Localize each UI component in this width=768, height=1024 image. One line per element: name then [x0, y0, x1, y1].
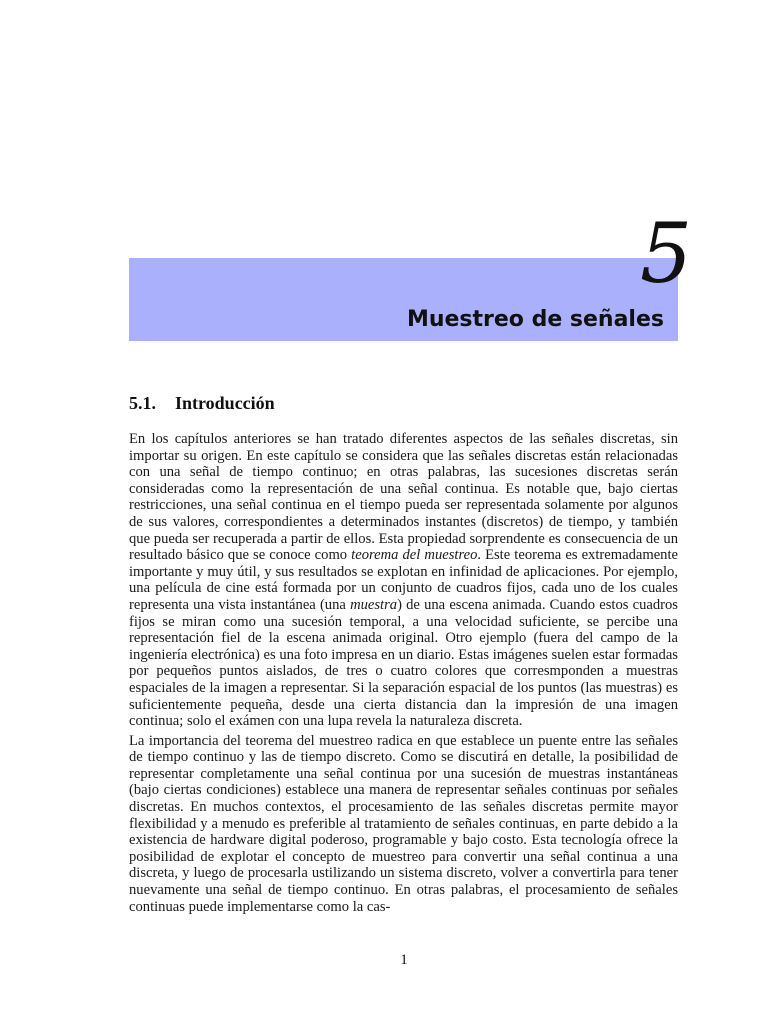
- paragraph-1-text-a: En los capítulos anteriores se han tratado diferentes aspectos de las señales discretas, sin importar su origen. En este capítulo se considera que las señales discretas están relacionadas con una señal de tiempo continuo; en otras palabras, las sucesiones discretas serán consideradas como la representación de una señal continua. Es notable que, bajo ciertas restricciones, una señal continua en el tiempo pueda ser representada solamente por algunos de sus valores, correspondientes a determinados instantes (discretos) de tiempo, y también que pueda ser recuperada a partir de ellos. Esta propiedad sorprendente es consecuencia de un resultado básico que se conoce como: [129, 431, 678, 564]
- body-text: [129, 431, 678, 915]
- page-number: 1: [400, 952, 408, 968]
- paragraph-1-text-b: . Este teorema es extremadamente importante y muy útil, y sus resultados se explotan en infinidad de aplicaciones. Por ejemplo, una película de cine está formada por un conjunto de cuadros fijos, cada uno de los cuales representa una vista instantánea (una: [129, 547, 678, 613]
- paragraph-1-text-c: ) de una escena animada. Cuando estos cuadros fijos se miran como una sucesión temporal, a una velocidad suficiente, se percibe una representación fiel de la escena animada original. Otro ejemplo (fuera del campo de la ingeniería electrónica) es una foto impresa en un diario. Estas imágenes suelen estar formadas por pequeños puntos aislados, de tres o cuatro colores que corresmponden a muestras espaciales de la imagen a representar. Si la separación espacial de los puntos (las muestras) es suficientemente pequeña, desde una cierta distancia dan la impresión de una imagen continua; solo el exámen con una lupa revela la naturaleza discreta.: [129, 596, 678, 730]
- paragraph-1: [129, 431, 678, 730]
- section-heading: [129, 391, 275, 415]
- section-title: Introducción: [175, 393, 275, 413]
- term-muestra: muestra: [350, 596, 398, 613]
- paragraph-2: La importancia del teorema del muestreo radica en que establece un puente entre las señales de tiempo continuo y las de tiempo discreto. Como se discutirá en detalle, la posibilidad de representar completamente una señal continua por una sucesión de muestras instantáneas (bajo ciertas condiciones) establece una manera de representar señales continuas por señales discretas. En muchos contextos, el procesamiento de las señales discretas permite mayor flexibilidad y a menudo es preferible al tratamiento de señales continuas, en parte debido a la existencia de hardware digital poderoso, programable y bajo costo. Esta tecnología ofrece la posibilidad de explotar el concepto de muestreo para convertir una señal continua a una discreta, y luego de procesarla ustilizando un sistema discreto, volver a convertirla para tener nuevamente una señal de tiempo continuo. En otras palabras, el procesamiento de señales continuas puede implementarse como la cas-: [129, 732, 678, 915]
- term-teorema-del-muestreo: teorema del muestreo: [351, 547, 478, 564]
- section-number: 5.1.: [129, 393, 156, 413]
- chapter-number: 5: [640, 207, 693, 302]
- chapter-title: Muestreo de señales: [406, 307, 664, 332]
